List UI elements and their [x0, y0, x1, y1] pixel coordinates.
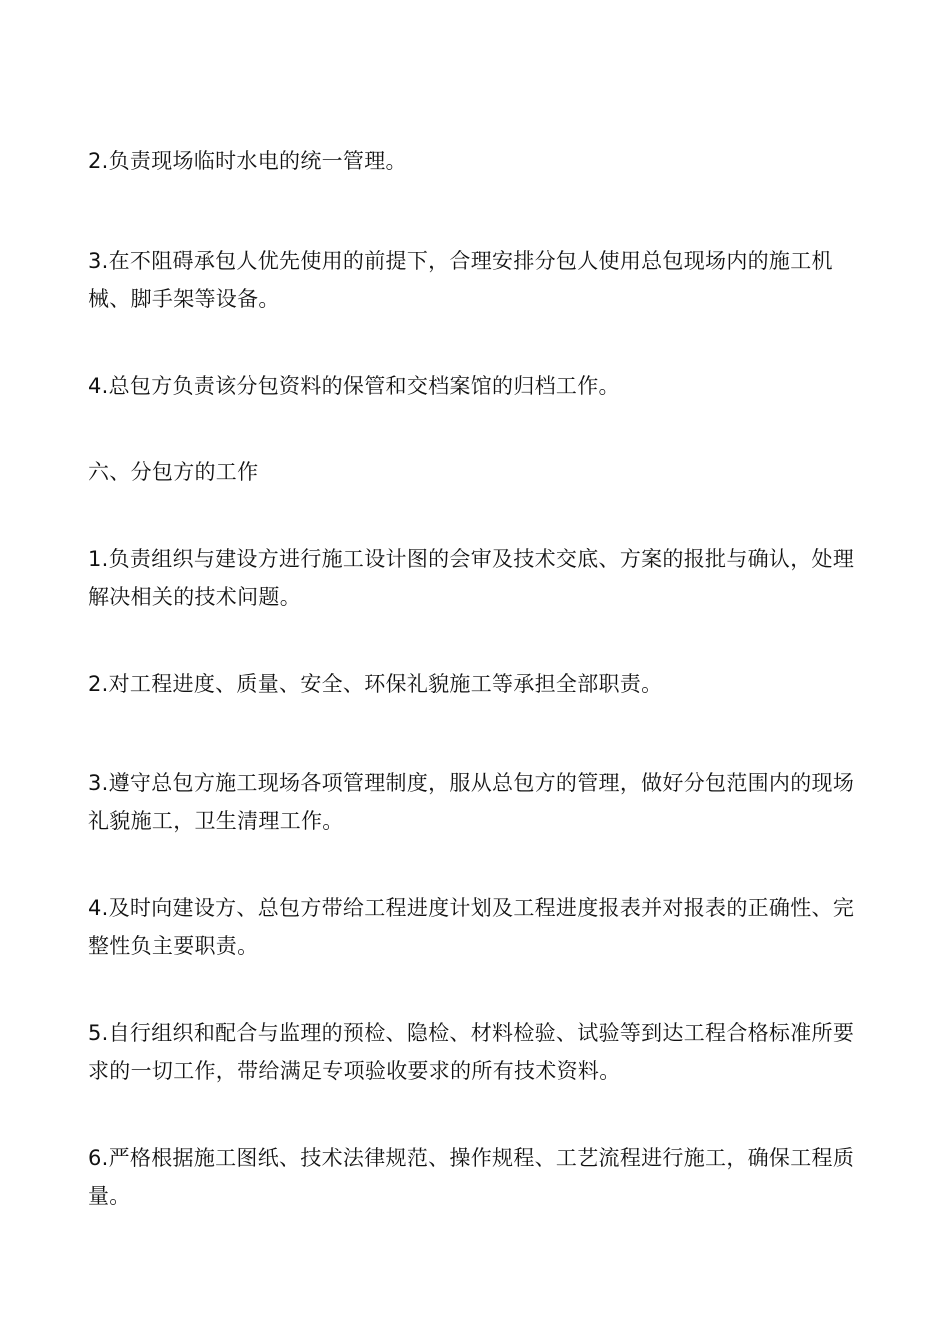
paragraph-item-5-inspections: 5.自行组织和配合与监理的预检、隐检、材料检验、试验等到达工程合格标准所要求的一切工作，带给满足专项验收要求的所有技术资料。	[88, 1021, 855, 1083]
paragraph-item-6-quality: 6.严格根据施工图纸、技术法律规范、操作规程、工艺流程进行施工，确保工程质量。	[88, 1146, 855, 1208]
paragraph-item-3-site-rules: 3.遵守总包方施工现场各项管理制度，服从总包方的管理，做好分包范围内的现场礼貌施工，卫生清理工作。	[88, 771, 855, 833]
paragraph-item-3-equipment: 3.在不阻碍承包人优先使用的前提下，合理安排分包人使用总包现场内的施工机械、脚手架等设备。	[88, 249, 833, 311]
paragraph-item-2-responsibility: 2.对工程进度、质量、安全、环保礼貌施工等承担全部职责。	[88, 672, 663, 696]
paragraph-item-2-utilities: 2.负责现场临时水电的统一管理。	[88, 149, 407, 173]
paragraph-item-4-schedule-reports: 4.及时向建设方、总包方带给工程进度计划及工程进度报表并对报表的正确性、完整性负主要职责。	[88, 896, 855, 958]
paragraph-item-1-design-review: 1.负责组织与建设方进行施工设计图的会审及技术交底、方案的报批与确认，处理解决相关的技术问题。	[88, 547, 855, 609]
paragraph-item-4-archiving: 4.总包方负责该分包资料的保管和交档案馆的归档工作。	[88, 374, 620, 398]
section-heading-subcontractor-work: 六、分包方的工作	[88, 460, 259, 484]
